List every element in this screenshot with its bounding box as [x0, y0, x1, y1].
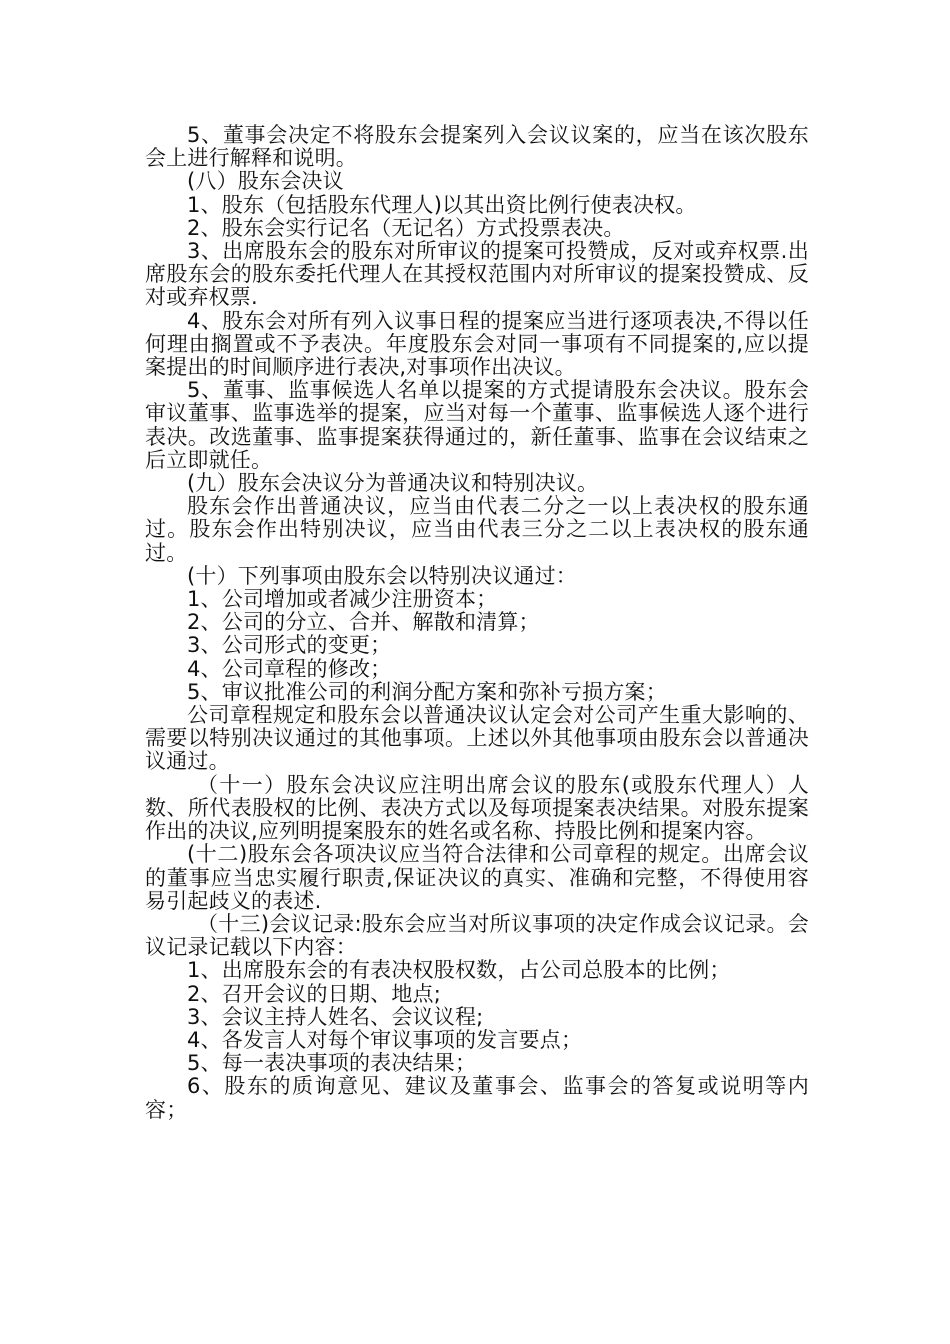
list-item-capital-change: 1、公司增加或者减少注册资本；: [187, 587, 498, 612]
list-item-vote-options: 3、出席股东会的股东对所审议的提案可投赞成，反对或弃权票.出席股东会的股东委托代理人在其授权范围内对所审议的提案投赞成、反对或弃权票.: [145, 239, 809, 310]
paragraph-other-special-matters: 公司章程规定和股东会以普通决议认定会对公司产生重大影响的、需要以特别决议通过的其他事项。上述以外其他事项由股东会以普通决议通过。: [145, 703, 809, 774]
list-item-voting-results: 5、每一表决事项的表决结果；: [187, 1051, 477, 1076]
list-item-articles-amendment: 4、公司章程的修改；: [187, 656, 392, 681]
list-item-profit-distribution: 5、审议批准公司的利润分配方案和弥补亏损方案；: [187, 679, 667, 704]
paragraph-board-rejection-explanation: 5、董事会决定不将股东会提案列入会议议案的，应当在该次股东会上进行解释和说明。: [145, 123, 809, 171]
list-item-attendance-shares: 1、出席股东会的有表决权股权数，占公司总股本的比例；: [187, 958, 731, 983]
document-page: [145, 124, 809, 1122]
list-item-chair-agenda: 3、会议主持人姓名、会议议程;: [187, 1004, 484, 1029]
list-item-ballot-method: 2、股东会实行记名（无记名）方式投票表决。: [187, 215, 625, 240]
heading-section-11: （十一）股东会决议应注明出席会议的股东(或股东代理人）人数、所代表股权的比例、表决方式以及每项提案表决结果。对股东提案作出的决议,应列明提案股东的姓名或名称、持股比例和提案内容。: [145, 772, 809, 844]
heading-section-9: (九）股东会决议分为普通决议和特别决议。: [187, 471, 599, 496]
heading-section-8: (八）股东会决议: [187, 169, 344, 194]
list-item-speaker-points: 4、各发言人对每个审议事项的发言要点；: [187, 1027, 583, 1052]
list-item-company-form: 3、公司形式的变更；: [187, 633, 392, 658]
list-item-itemized-voting: 4、股东会对所有列入议事日程的提案应当进行逐项表决,不得以任何理由搁置或不予表决。年度股东会对同一事项有不同提案的,应以提案提出的时间顺序进行表决,对事项作出决议。: [145, 308, 809, 380]
list-item-meeting-date-place: 2、召开会议的日期、地点;: [187, 981, 442, 1006]
list-item-merger-dissolution: 2、公司的分立、合并、解散和清算；: [187, 610, 540, 635]
heading-section-13: （十三)会议记录:股东会应当对所议事项的决定作成会议记录。会议记录记载以下内容：: [145, 911, 809, 960]
heading-section-10: (十）下列事项由股东会以特别决议通过：: [187, 563, 577, 588]
list-item-voting-rights: 1、股东（包括股东代理人)以其出资比例行使表决权。: [187, 192, 697, 217]
list-item-shareholder-inquiries: 6、股东的质询意见、建议及董事会、监事会的答复或说明等内容；: [145, 1074, 809, 1122]
paragraph-ordinary-special-resolution: 股东会作出普通决议，应当由代表二分之一以上表决权的股东通过。股东会作出特别决议，应当由代表三分之二以上表决权的股东通过。: [145, 494, 809, 565]
heading-section-12: (十二)股东会各项决议应当符合法律和公司章程的规定。出席会议的董事应当忠实履行职责,保证决议的真实、准确和完整，不得使用容易引起歧义的表述.: [145, 842, 809, 913]
list-item-candidate-election: 5、董事、监事候选人名单以提案的方式提请股东会决议。股东会审议董事、监事选举的提案，应当对每一个董事、监事候选人逐个进行表决。改选董事、监事提案获得通过的，新任董事、监事在会议结束之后立即就任。: [145, 378, 809, 472]
